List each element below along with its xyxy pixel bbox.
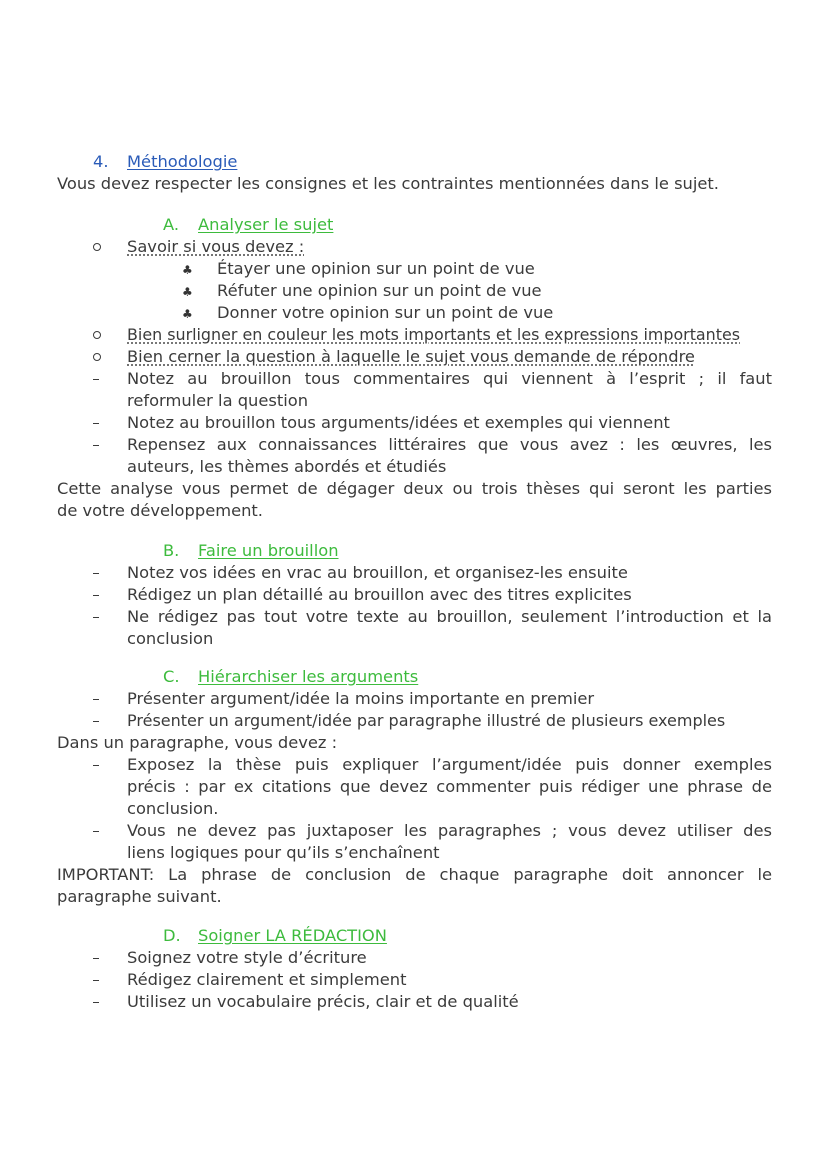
dash-bullet-icon [93, 617, 99, 618]
list-item-continuation: liens logiques pour qu’ils s’enchaînent [127, 843, 440, 862]
subsection-d-letter: D. [163, 926, 181, 945]
dash-bullet-icon [93, 980, 99, 981]
dash-bullet-icon [93, 595, 99, 596]
list-item: Savoir si vous devez : [127, 237, 305, 256]
list-item: Vous ne devez pas juxtaposer les paragraphes ; vous devez utiliser des [127, 821, 772, 840]
section-intro: Vous devez respecter les consignes et les contraintes mentionnées dans le sujet. [57, 174, 719, 193]
dash-bullet-icon [93, 1002, 99, 1003]
list-item: Notez au brouillon tous commentaires qui viennent à l’esprit ; il faut [127, 369, 772, 388]
important-note-continuation: paragraphe suivant. [57, 887, 222, 906]
dash-bullet-icon [93, 423, 99, 424]
subsection-c-letter: C. [163, 667, 180, 686]
list-item: Étayer une opinion sur un point de vue [217, 259, 535, 278]
circle-bullet-icon [93, 243, 101, 251]
list-item: Rédigez un plan détaillé au brouillon avec des titres explicites [127, 585, 632, 604]
subsection-b-letter: B. [163, 541, 180, 560]
list-item: Bien cerner la question à laquelle le sujet vous demande de répondre [127, 347, 695, 366]
subsection-d-title: Soigner LA RÉDACTION [198, 926, 387, 945]
list-item-continuation: conclusion. [127, 799, 219, 818]
dash-bullet-icon [93, 765, 99, 766]
list-item-continuation: précis : par ex citations que devez commenter puis rédiger une phrase de [127, 777, 772, 796]
section-number: 4. [93, 152, 109, 171]
list-item: Exposez la thèse puis expliquer l’argument/idée puis donner exemples [127, 755, 772, 774]
dash-bullet-icon [93, 831, 99, 832]
list-item: Présenter argument/idée la moins importante en premier [127, 689, 595, 708]
subsection-a-letter: A. [163, 215, 180, 234]
dash-bullet-icon [93, 379, 99, 380]
list-item: Utilisez un vocabulaire précis, clair et de qualité [127, 992, 519, 1011]
list-item: Bien surligner en couleur les mots importants et les expressions importantes [127, 325, 741, 344]
subsection-c-title: Hiérarchiser les arguments [198, 667, 419, 686]
subsection-a-title: Analyser le sujet [198, 215, 334, 234]
club-bullet-icon: ♣ [182, 307, 193, 321]
list-item: Présenter un argument/idée par paragraphe illustré de plusieurs exemples [127, 711, 726, 730]
list-item: Rédigez clairement et simplement [127, 970, 407, 989]
list-item: Notez vos idées en vrac au brouillon, et organisez-les ensuite [127, 563, 628, 582]
dash-bullet-icon [93, 573, 99, 574]
list-item-continuation: auteurs, les thèmes abordés et étudiés [127, 457, 447, 476]
circle-bullet-icon [93, 331, 101, 339]
list-item: Notez au brouillon tous arguments/idées et exemples qui viennent [127, 413, 670, 432]
club-bullet-icon: ♣ [182, 263, 193, 277]
list-item: Soignez votre style d’écriture [127, 948, 367, 967]
list-item: Donner votre opinion sur un point de vue [217, 303, 554, 322]
dash-bullet-icon [93, 721, 99, 722]
paragraph-continuation: de votre développement. [57, 501, 263, 520]
subsection-b-title: Faire un brouillon [198, 541, 339, 560]
dash-bullet-icon [93, 958, 99, 959]
list-item: Repensez aux connaissances littéraires que vous avez : les œuvres, les [127, 435, 772, 454]
paragraph: Dans un paragraphe, vous devez : [57, 733, 338, 752]
dash-bullet-icon [93, 445, 99, 446]
list-item: Ne rédigez pas tout votre texte au brouillon, seulement l’introduction et la [127, 607, 772, 626]
list-item-continuation: reformuler la question [127, 391, 309, 410]
section-title: Méthodologie [127, 152, 238, 171]
list-item: Réfuter une opinion sur un point de vue [217, 281, 542, 300]
list-item-continuation: conclusion [127, 629, 214, 648]
paragraph: Cette analyse vous permet de dégager deux ou trois thèses qui seront les parties [57, 479, 772, 498]
circle-bullet-icon [93, 353, 101, 361]
dash-bullet-icon [93, 699, 99, 700]
important-note: IMPORTANT: La phrase de conclusion de chaque paragraphe doit annoncer le [57, 865, 772, 884]
club-bullet-icon: ♣ [182, 285, 193, 299]
